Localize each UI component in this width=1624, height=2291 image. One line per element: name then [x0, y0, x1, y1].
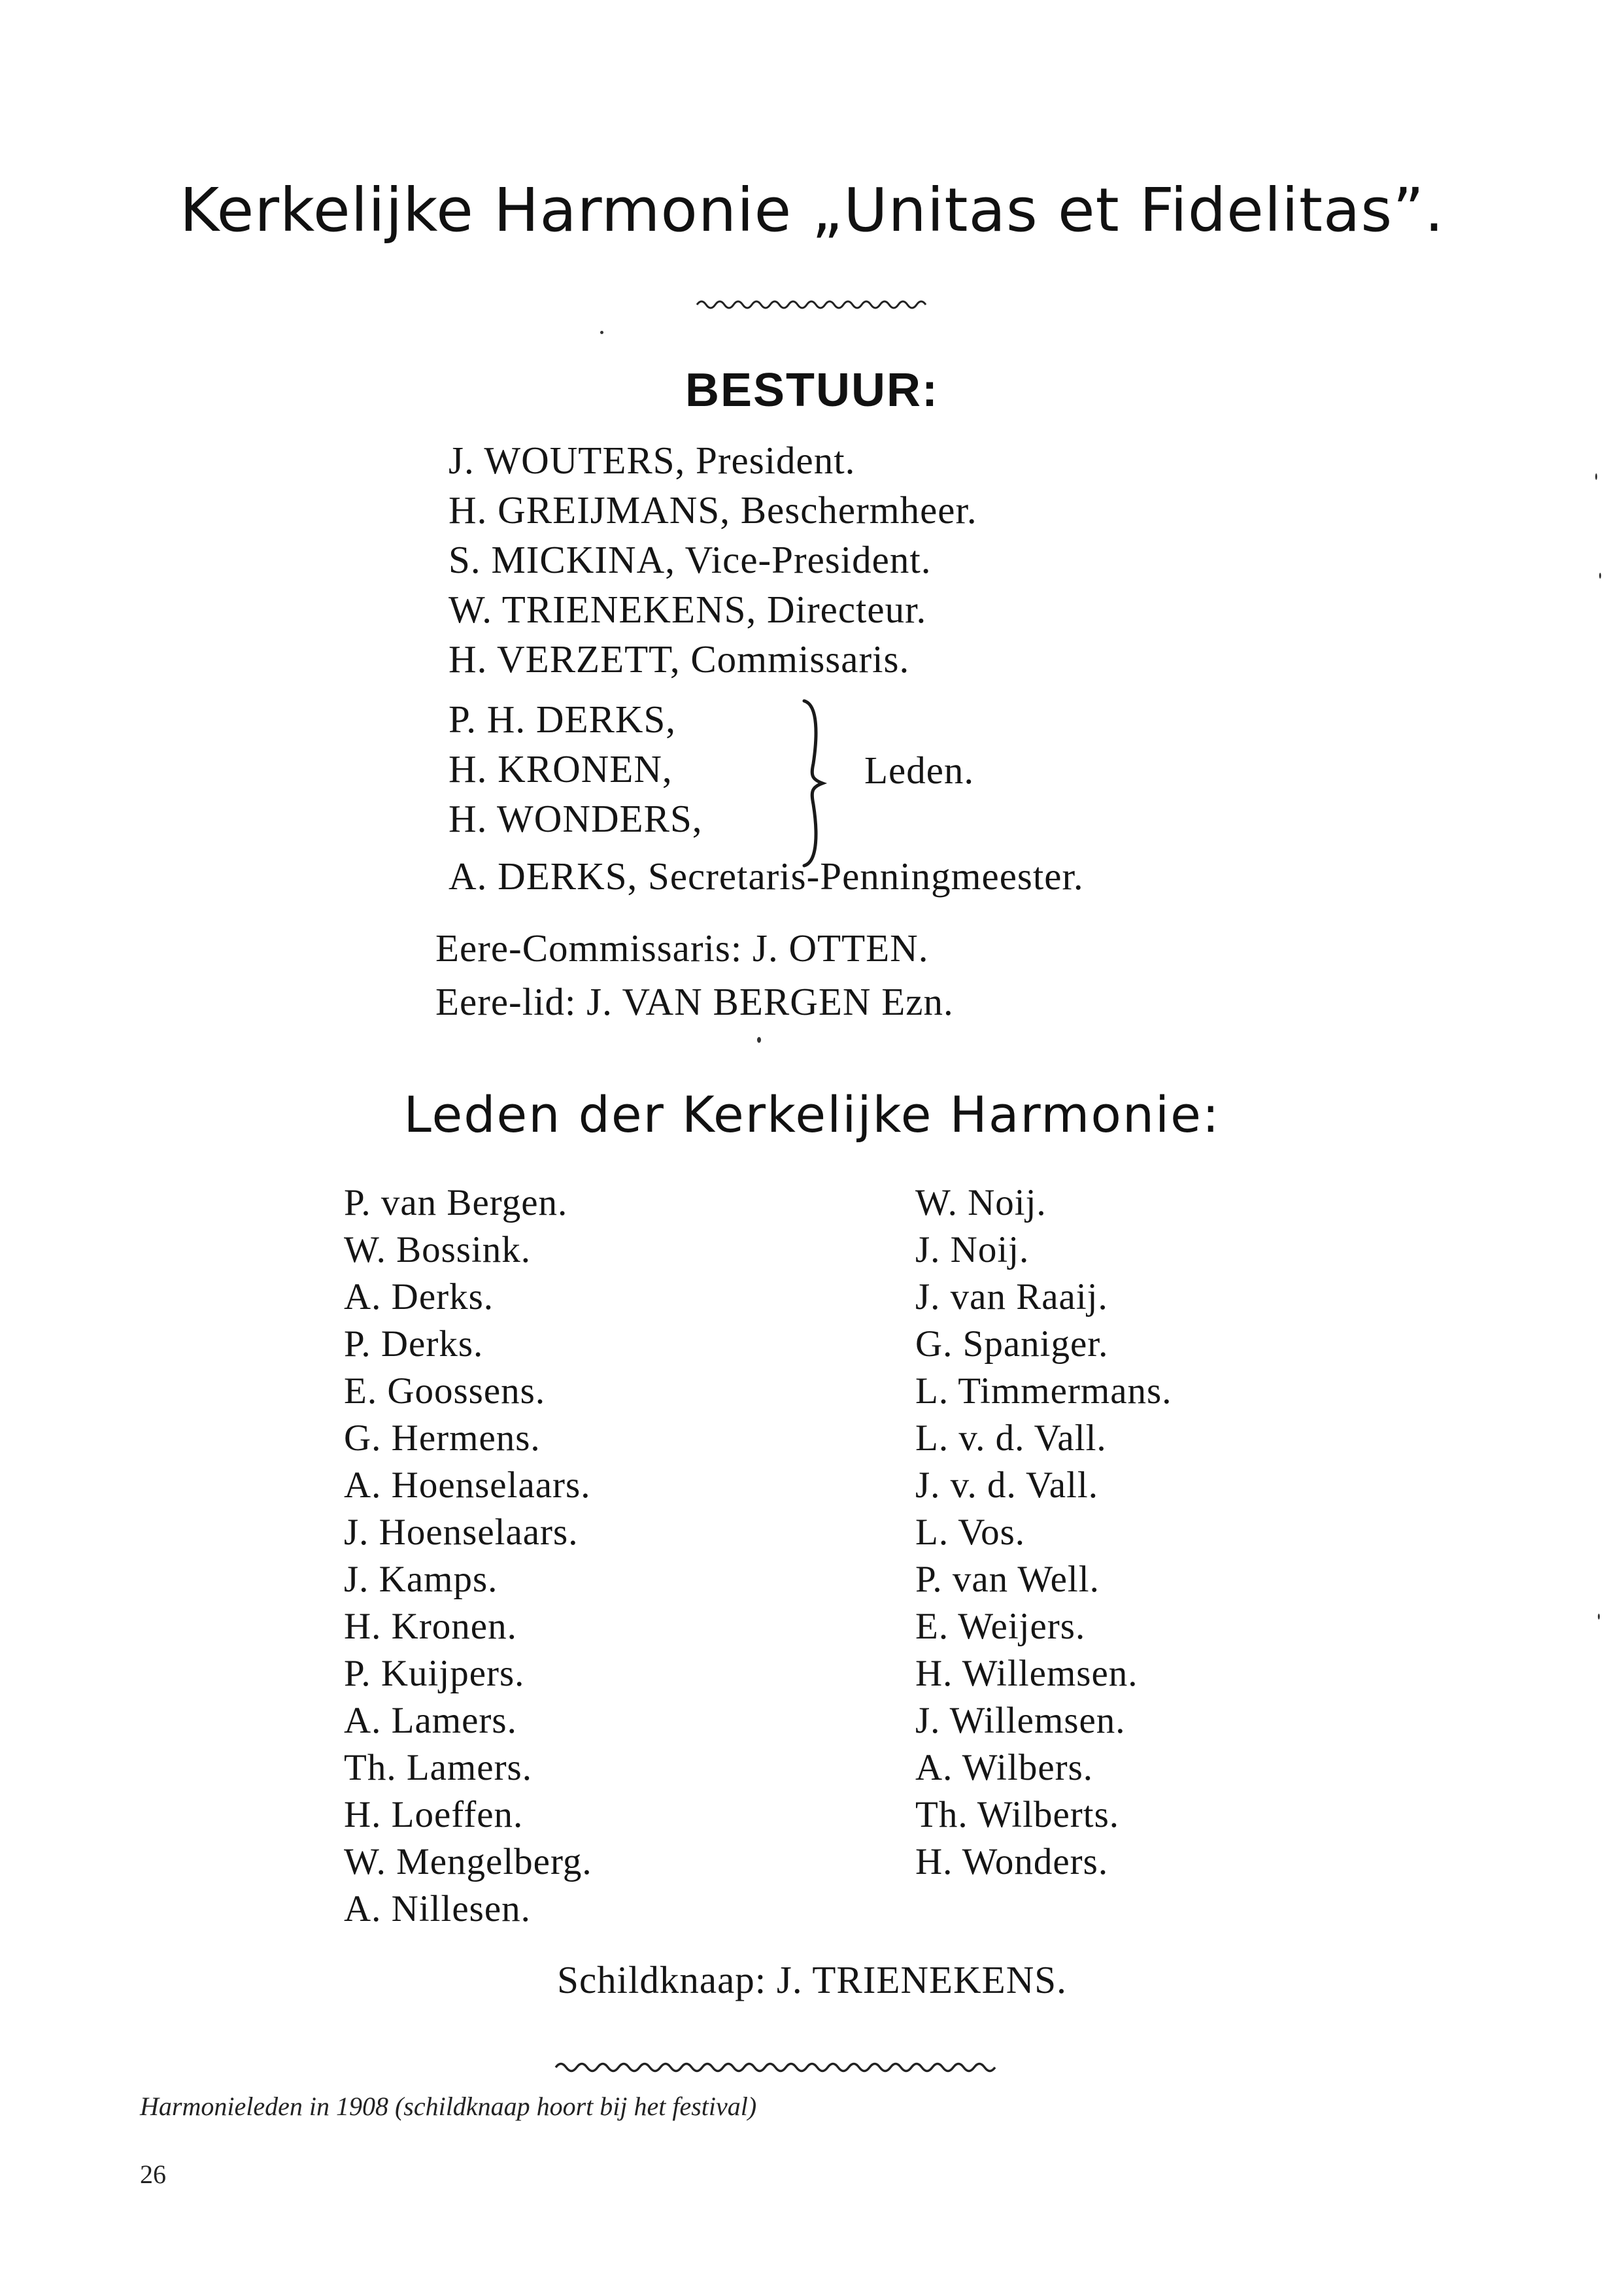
list-item: A. Lamers.	[344, 1700, 517, 1741]
board-line: S. MICKINA, Vice-President.	[448, 538, 932, 581]
list-item: L. Vos.	[915, 1512, 1026, 1553]
board-line: H. WONDERS,	[448, 797, 703, 840]
list-item: Th. Lamers.	[344, 1747, 532, 1788]
photo-caption: Harmonieleden in 1908 (schildknaap hoort bij het festival)	[140, 2092, 757, 2121]
list-item: L. v. d. Vall.	[915, 1417, 1107, 1459]
list-item: A. Derks.	[344, 1276, 494, 1317]
list-item: Th. Wilberts.	[915, 1794, 1120, 1835]
list-item: E. Weijers.	[915, 1606, 1086, 1647]
members-right-column	[915, 1179, 1172, 1886]
board-line: J. WOUTERS, President.	[448, 439, 856, 482]
list-item: P. van Bergen.	[344, 1182, 568, 1223]
scan-speck	[757, 1037, 761, 1043]
page-title: Kerkelijke Harmonie „Unitas et Fidelitas”.	[179, 175, 1445, 245]
list-item: G. Hermens.	[344, 1417, 541, 1459]
list-item: L. Timmermans.	[915, 1370, 1172, 1412]
list-item: P. Kuijpers.	[344, 1653, 525, 1694]
members-heading: Leden der Kerkelijke Harmonie:	[403, 1085, 1221, 1144]
board-heading: BESTUUR:	[685, 364, 939, 416]
board-line: H. VERZETT, Commissaris.	[448, 637, 910, 681]
page-number: 26	[140, 2160, 166, 2189]
list-item: W. Noij.	[915, 1182, 1047, 1223]
list-item: W. Mengelberg.	[344, 1841, 592, 1882]
members-left-column	[344, 1179, 592, 1933]
list-item: E. Goossens.	[344, 1370, 546, 1412]
wavy-ornament-top	[694, 293, 930, 313]
honorary-commissioner: Eere-Commissaris: J. OTTEN.	[435, 926, 929, 970]
brace-label: Leden.	[864, 749, 975, 792]
board-line: H. GREIJMANS, Beschermheer.	[448, 488, 977, 532]
board-line: P. H. DERKS,	[448, 698, 677, 741]
board-line: W. TRIENEKENS, Directeur.	[448, 588, 927, 631]
list-item: J. Noij.	[915, 1229, 1030, 1270]
list-item: P. van Well.	[915, 1559, 1100, 1600]
list-item: J. van Raaij.	[915, 1276, 1108, 1317]
list-item: A. Nillesen.	[344, 1888, 531, 1929]
curly-brace	[792, 698, 838, 868]
list-item: J. Hoenselaars.	[344, 1512, 579, 1553]
list-item: J. Kamps.	[344, 1559, 498, 1600]
list-item: W. Bossink.	[344, 1229, 532, 1270]
list-item: H. Loeffen.	[344, 1794, 524, 1835]
list-item: A. Wilbers.	[915, 1747, 1094, 1788]
scan-speck	[1598, 1614, 1600, 1620]
list-item: A. Hoenselaars.	[344, 1465, 591, 1506]
scan-speck	[1595, 473, 1597, 480]
scan-speck	[600, 331, 603, 334]
squire-line: Schildknaap: J. TRIENEKENS.	[557, 1958, 1067, 2001]
honorary-member: Eere-lid: J. VAN BERGEN Ezn.	[435, 980, 954, 1023]
list-item: J. v. d. Vall.	[915, 1465, 1099, 1506]
list-item: H. Willemsen.	[915, 1653, 1138, 1694]
list-item: H. Wonders.	[915, 1841, 1109, 1882]
list-item: J. Willemsen.	[915, 1700, 1126, 1741]
list-item: G. Spaniger.	[915, 1323, 1109, 1365]
scan-speck	[1599, 573, 1601, 579]
wavy-ornament-bottom	[553, 2057, 1011, 2077]
board-line: A. DERKS, Secretaris-Penningmeester.	[448, 855, 1084, 898]
list-item: P. Derks.	[344, 1323, 484, 1365]
list-item: H. Kronen.	[344, 1606, 517, 1647]
board-line: H. KRONEN,	[448, 747, 673, 790]
